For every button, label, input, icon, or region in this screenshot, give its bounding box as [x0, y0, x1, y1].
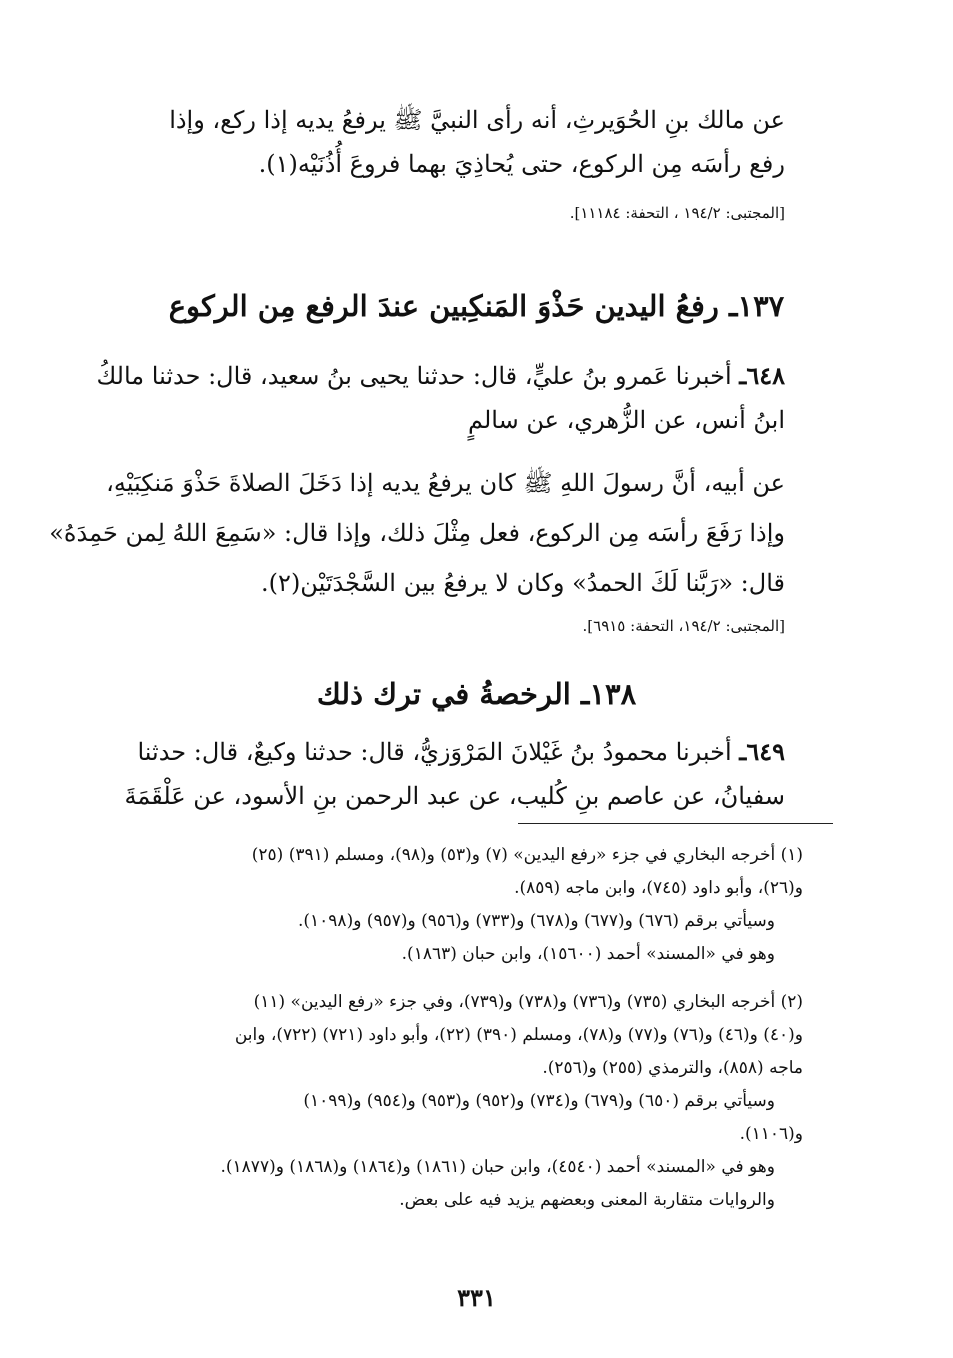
- footnote-line: (١) أخرجه البخاري في جزء «رفع اليدين» (٧) و(٥٣) و(٩٨)، ومسلم (٣٩١) (٢٥): [251, 845, 803, 865]
- chain-text: أخبرنا محمودُ بنُ غَيْلانَ المَرْوَزيُّ، قال: حدثنا وكيعٌ، قال: حدثنا: [137, 738, 732, 766]
- footnote-2: [150, 986, 803, 1217]
- footnote-line: وسيأتي برقم (٦٧٦) و(٦٧٧) و(٦٧٨) و(٧٣٣) و(٩٥٦) و(٩٥٧) و(١٠٩٨).: [297, 911, 775, 931]
- text-line: سفيانُ، عن عاصم بنِ كُليب، عن عبد الرحمن بنِ الأسود، عن عَلْقَمَةَ: [124, 782, 785, 810]
- hadith-648-chain: [96, 354, 785, 442]
- text-line: عن أبيه، أنَّ رسولَ اللهِ ﷺ كان يرفعُ يديه إذا دَخَلَ الصلاةَ حَذْوَ مَنكِبَيْهِ،: [106, 469, 785, 497]
- intro-reference: [المجتبى: ١٩٤/٢ ، التحفة: ١١١٨٤].: [569, 204, 785, 222]
- footnote-line: ماجه (٨٥٨)، والترمذي (٢٥٥) و(٢٥٦).: [542, 1058, 803, 1078]
- footnote-line: وهو في «المسند» أحمد (١٥٦٠٠)، وابن حبان (١٨٦٣).: [401, 944, 775, 964]
- page-number: ٣٣١: [457, 1283, 496, 1312]
- footnote-line: و(٤٠) و(٤٦) و(٧٦) و(٧٧) و(٧٨)، ومسلم (٣٩٠) (٢٢)، وأبو داود (٧٢١) (٧٢٢)، وابن: [234, 1025, 803, 1045]
- footnote-1: [150, 839, 803, 971]
- hadith-649-chain: [124, 730, 785, 818]
- text-line: [137, 730, 785, 774]
- text-line: رفع رأسَه مِن الركوع، حتى يُحاذِيَ بهما فروعَ أُذُنَيْه(١).: [258, 150, 785, 178]
- chapter-138-heading: ١٣٨ـ الرخصةُ في ترك ذلك: [316, 677, 637, 711]
- footnote-line: (٢) أخرجه البخاري (٧٣٥) و(٧٣٦) و(٧٣٨) و(٧٣٩)، وفي جزء «رفع اليدين» (١١): [253, 992, 803, 1012]
- hadith-648-reference: [المجتبى: ١٩٤/٢، التحفة: ٦٩١٥].: [582, 617, 785, 635]
- chain-text: أخبرنا عَمرو بنُ عليٍّ، قال: حدثنا يحيى بنُ سعيد، قال: حدثنا مالكُ: [96, 362, 732, 390]
- footnote-separator: [518, 823, 833, 824]
- chapter-137-heading: ١٣٧ـ رفعُ اليدين حَذْوَ المَنكِبين عندَ الرفع مِن الركوع: [168, 289, 785, 323]
- hadith-648-body: [49, 458, 785, 608]
- footnote-line: و(٢٦)، وأبو داود (٧٤٥)، وابن ماجه (٨٥٩).: [514, 878, 803, 898]
- text-line: [96, 354, 785, 398]
- text-line: عن مالك بنِ الحُوَيرثِ، أنه رأى النبيَّ ﷺ يرفعُ يديه إذا ركع، وإذا: [169, 106, 785, 134]
- text-line: وإذا رَفَعَ رأسَه مِن الركوع، فعل مِثْلَ ذلك، وإذا قال: «سَمِعَ اللهُ لِمن حَمِدَهُ»: [49, 519, 785, 547]
- footnote-line: وسيأتي برقم (٦٥٠) و(٦٧٩) و(٧٣٤) و(٩٥٢) و(٩٥٣) و(٩٥٤) و(١٠٩٩): [303, 1091, 775, 1111]
- footnote-line: وهو في «المسند» أحمد (٤٥٤٠)، وابن حبان (١٨٦١) و(١٨٦٤) و(١٨٦٨) و(١٨٧٧).: [220, 1157, 775, 1177]
- footnote-line: والروايات متقاربة المعنى وبعضهم يزيد فيه على بعض.: [399, 1190, 775, 1210]
- text-line: ابنُ أنس، عن الزُّهري، عن سالمٍ: [468, 406, 785, 434]
- hadith-number: ٦٤٩ـ: [739, 737, 785, 766]
- text-line: قال: «رَبَّنا لَكَ الحمدُ» وكان لا يرفعُ بين السَّجْدَتَيْن(٢).: [261, 569, 785, 597]
- intro-text: [150, 98, 785, 186]
- footnote-line: و(١١٠٦).: [739, 1124, 803, 1144]
- hadith-number: ٦٤٨ـ: [739, 361, 785, 390]
